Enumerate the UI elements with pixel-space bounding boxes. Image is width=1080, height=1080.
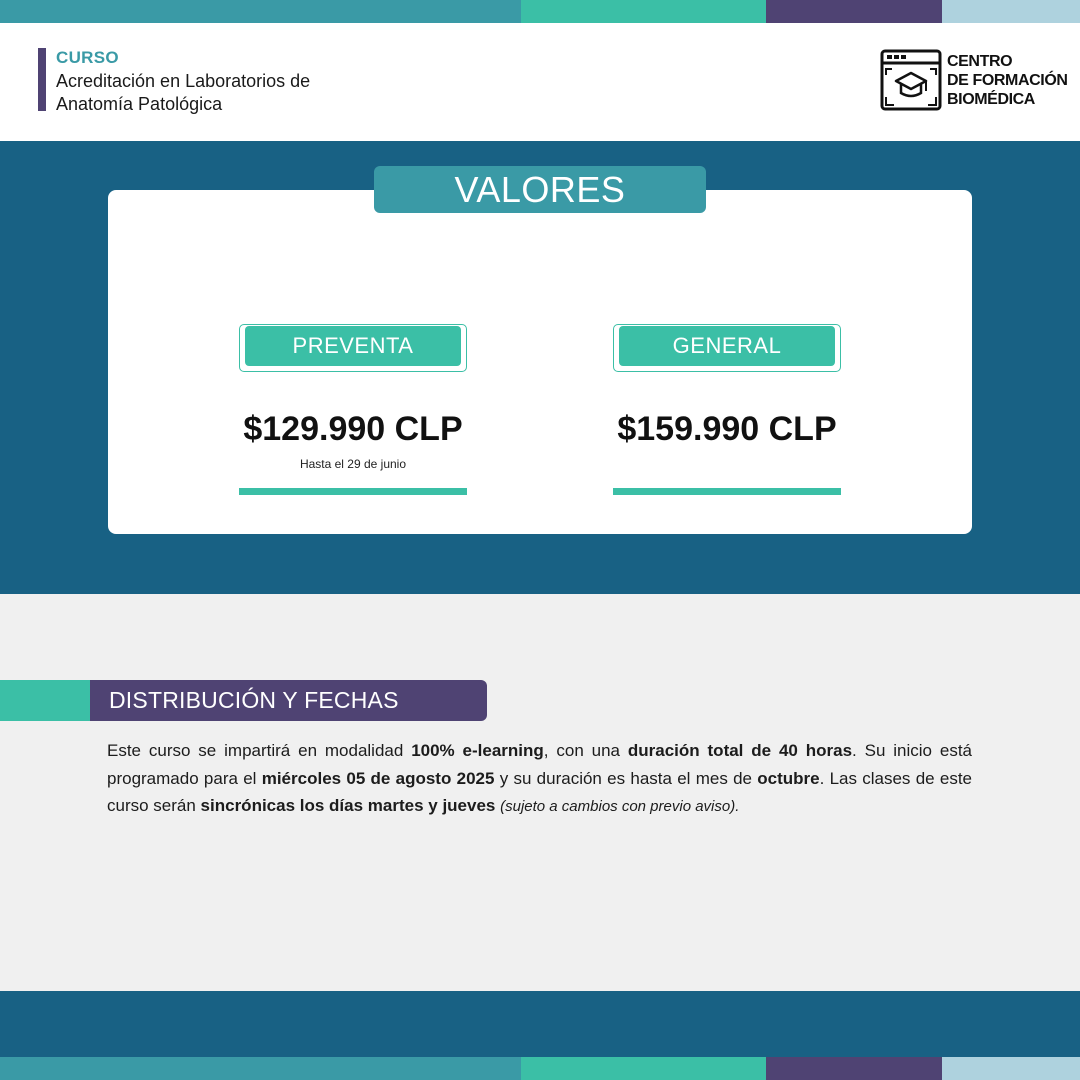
emphasis-duration: duración total de 40 horas (627, 741, 853, 760)
bottom-color-stripe (0, 1057, 1080, 1080)
logo-line-3: BIOMÉDICA (947, 91, 1035, 108)
emphasis-end-month: octubre (757, 768, 820, 788)
emphasis-schedule: sincrónicas los días martes y jueves (200, 796, 496, 815)
general-tag (613, 324, 841, 372)
distribution-title: DISTRIBUCIÓN Y FECHAS (90, 680, 487, 721)
text-run: , con una (543, 741, 628, 760)
header (0, 23, 1080, 141)
logo-wordmark (947, 52, 1068, 109)
stripe-segment-mint (521, 1057, 766, 1080)
text-run: . Su inicio está programado para el (107, 741, 973, 788)
general-price: $159.990 CLP (617, 410, 837, 448)
course-accent-bar (38, 48, 46, 111)
general-label: GENERAL (619, 326, 835, 366)
logo (880, 49, 1070, 113)
logo-line-2: DE FORMACIÓN (947, 72, 1068, 89)
top-color-stripe (0, 0, 1080, 23)
presale-tag (239, 324, 467, 372)
text-run: y su duración es hasta el mes de (494, 768, 758, 788)
emphasis-start-date: miércoles 05 de agosto 2025 (261, 768, 495, 788)
stripe-segment-teal (0, 0, 521, 23)
presale-price: $129.990 CLP (243, 410, 463, 448)
stripe-segment-teal (0, 1057, 521, 1080)
logo-line-1: CENTRO (947, 53, 1013, 70)
presale-label: PREVENTA (245, 326, 461, 366)
values-card (108, 190, 972, 534)
stripe-segment-purple (766, 0, 942, 23)
stripe-segment-light-blue (942, 1057, 1080, 1080)
presale-deadline-note: Hasta el 29 de junio (299, 457, 407, 471)
disclaimer-note: (sujeto a cambios con previo aviso). (500, 798, 740, 815)
text-run: Este curso se impartirá en modalidad (107, 741, 412, 760)
general-underline (613, 488, 841, 495)
presale-underline (239, 488, 467, 495)
distribution-paragraph (107, 737, 972, 821)
emphasis-modality: 100% e-learning (411, 741, 544, 760)
general-note-spacer (613, 457, 841, 473)
distribution-tab-accent (0, 680, 100, 721)
course-title: Acreditación en Laboratorios de Anatomía Patológica (56, 71, 311, 114)
presale-price-column (239, 324, 467, 473)
stripe-segment-light-blue (942, 0, 1080, 23)
footer-band (0, 991, 1080, 1057)
text-run: . Las clases de este curso serán (107, 768, 972, 815)
values-section (0, 141, 1080, 594)
values-title: VALORES (374, 166, 706, 213)
course-kicker: CURSO (56, 48, 119, 67)
graduation-cap-browser-icon (880, 49, 942, 111)
stripe-segment-mint (521, 0, 766, 23)
general-price-column (613, 324, 841, 473)
stripe-segment-purple (766, 1057, 942, 1080)
